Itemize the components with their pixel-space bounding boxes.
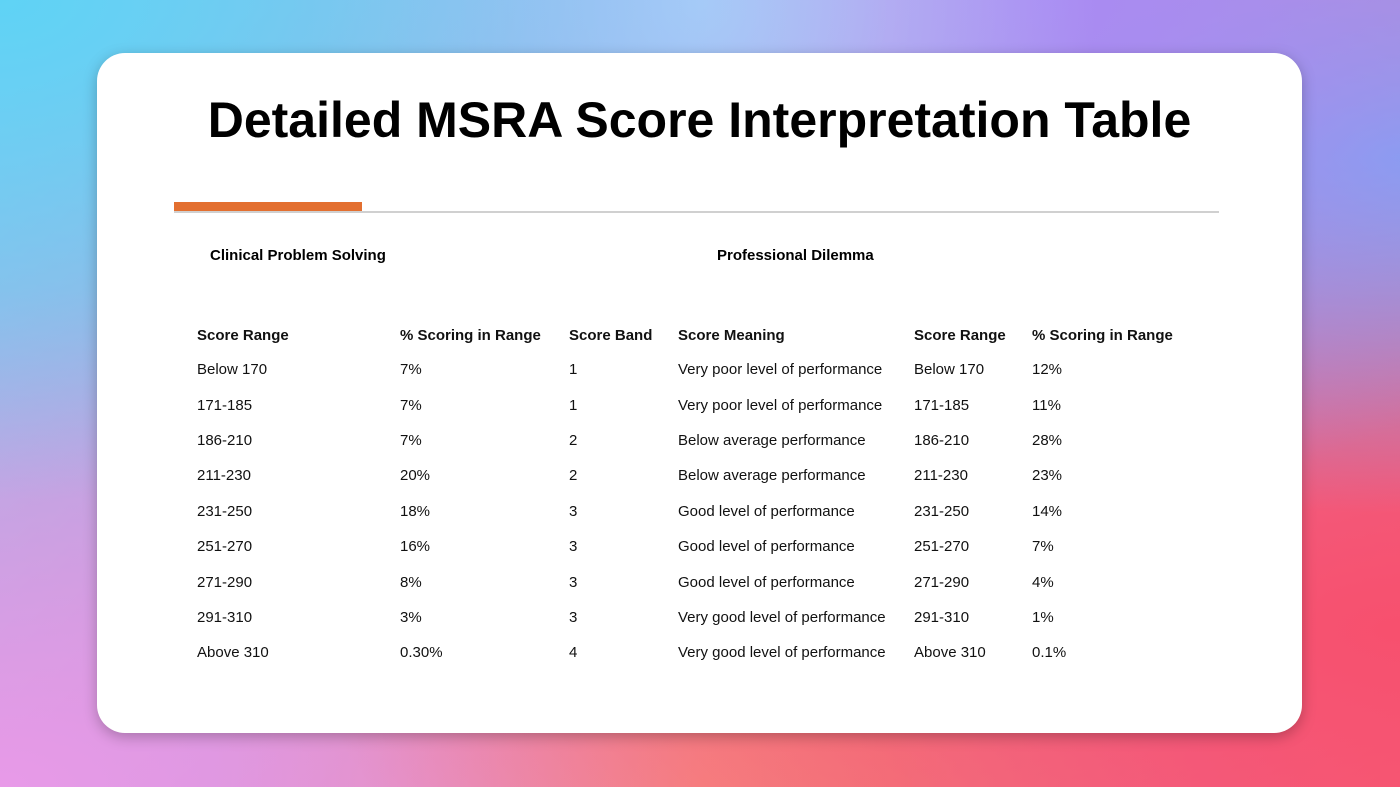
table-cell: 16% bbox=[400, 538, 431, 556]
table-cell: Very poor level of performance bbox=[678, 361, 883, 379]
table-cell: 3 bbox=[569, 608, 578, 626]
score-table bbox=[197, 318, 1192, 671]
table-cell: 3 bbox=[569, 502, 578, 520]
table-row bbox=[197, 494, 1192, 529]
table-cell: 28% bbox=[1032, 431, 1063, 449]
column-header: Score Meaning bbox=[678, 326, 785, 344]
table-row bbox=[197, 458, 1192, 493]
table-cell: 20% bbox=[400, 467, 431, 485]
table-cell: 251-270 bbox=[914, 538, 970, 556]
table-row bbox=[197, 387, 1192, 422]
column-header: % Scoring in Range bbox=[1032, 326, 1173, 344]
divider bbox=[174, 211, 1219, 213]
table-cell: 0.1% bbox=[1032, 644, 1067, 662]
table-cell: Good level of performance bbox=[678, 538, 855, 556]
table-cell: Below average performance bbox=[678, 431, 866, 449]
table-cell: 251-270 bbox=[197, 538, 253, 556]
column-header: Score Range bbox=[197, 326, 289, 344]
table-cell: Good level of performance bbox=[678, 502, 855, 520]
table-cell: 231-250 bbox=[914, 502, 970, 520]
table-cell: 8% bbox=[400, 573, 422, 591]
column-header: Score Range bbox=[914, 326, 1006, 344]
table-cell: Below average performance bbox=[678, 467, 866, 485]
table-cell: 186-210 bbox=[197, 431, 253, 449]
table-cell: 211-230 bbox=[914, 467, 968, 485]
table-cell: 171-185 bbox=[914, 396, 970, 414]
table-row bbox=[197, 423, 1192, 458]
table-cell: 2 bbox=[569, 431, 578, 449]
table-cell: 291-310 bbox=[914, 608, 970, 626]
table-cell: 14% bbox=[1032, 502, 1063, 520]
table-cell: 12% bbox=[1032, 361, 1063, 379]
table-cell: 0.30% bbox=[400, 644, 443, 662]
table-header bbox=[197, 318, 1192, 352]
table-cell: 18% bbox=[400, 502, 431, 520]
column-header: % Scoring in Range bbox=[400, 326, 541, 344]
table-cell: Above 310 bbox=[197, 644, 269, 662]
table-cell: Very poor level of performance bbox=[678, 396, 883, 414]
column-header: Score Band bbox=[569, 326, 653, 344]
table-cell: 291-310 bbox=[197, 608, 253, 626]
table-cell: 3% bbox=[400, 608, 422, 626]
table-cell: 271-290 bbox=[197, 573, 253, 591]
slide-card bbox=[97, 53, 1302, 733]
table-cell: Good level of performance bbox=[678, 573, 855, 591]
table-cell: 2 bbox=[569, 467, 578, 485]
table-cell: Above 310 bbox=[914, 644, 986, 662]
section-label-clinical: Clinical Problem Solving bbox=[210, 247, 386, 264]
table-cell: 7% bbox=[400, 396, 422, 414]
page-title: Detailed MSRA Score Interpretation Table bbox=[207, 92, 1192, 148]
table-row bbox=[197, 635, 1192, 670]
table-cell: 186-210 bbox=[914, 431, 970, 449]
table-cell: 1% bbox=[1032, 608, 1054, 626]
table-cell: 4% bbox=[1032, 573, 1054, 591]
table-cell: Below 170 bbox=[197, 361, 268, 379]
table-row bbox=[197, 529, 1192, 564]
table-cell: 231-250 bbox=[197, 502, 253, 520]
table-row bbox=[197, 600, 1192, 635]
table-cell: 3 bbox=[569, 538, 578, 556]
table-cell: 1 bbox=[569, 361, 578, 379]
table-row bbox=[197, 564, 1192, 599]
table-cell: 7% bbox=[400, 361, 422, 379]
section-label-professional: Professional Dilemma bbox=[717, 247, 874, 264]
table-cell: 171-185 bbox=[197, 396, 253, 414]
table-cell: 271-290 bbox=[914, 573, 970, 591]
table-cell: 1 bbox=[569, 396, 578, 414]
table-cell: 3 bbox=[569, 573, 578, 591]
table-cell: Very good level of performance bbox=[678, 644, 886, 662]
table-cell: Very good level of performance bbox=[678, 608, 886, 626]
table-cell: 211-230 bbox=[197, 467, 251, 485]
table-cell: 4 bbox=[569, 644, 578, 662]
table-cell: 23% bbox=[1032, 467, 1063, 485]
table-row bbox=[197, 352, 1192, 387]
table-cell: 11% bbox=[1032, 396, 1061, 414]
table-cell: 7% bbox=[1032, 538, 1054, 556]
table-cell: Below 170 bbox=[914, 361, 985, 379]
table-cell: 7% bbox=[400, 431, 422, 449]
